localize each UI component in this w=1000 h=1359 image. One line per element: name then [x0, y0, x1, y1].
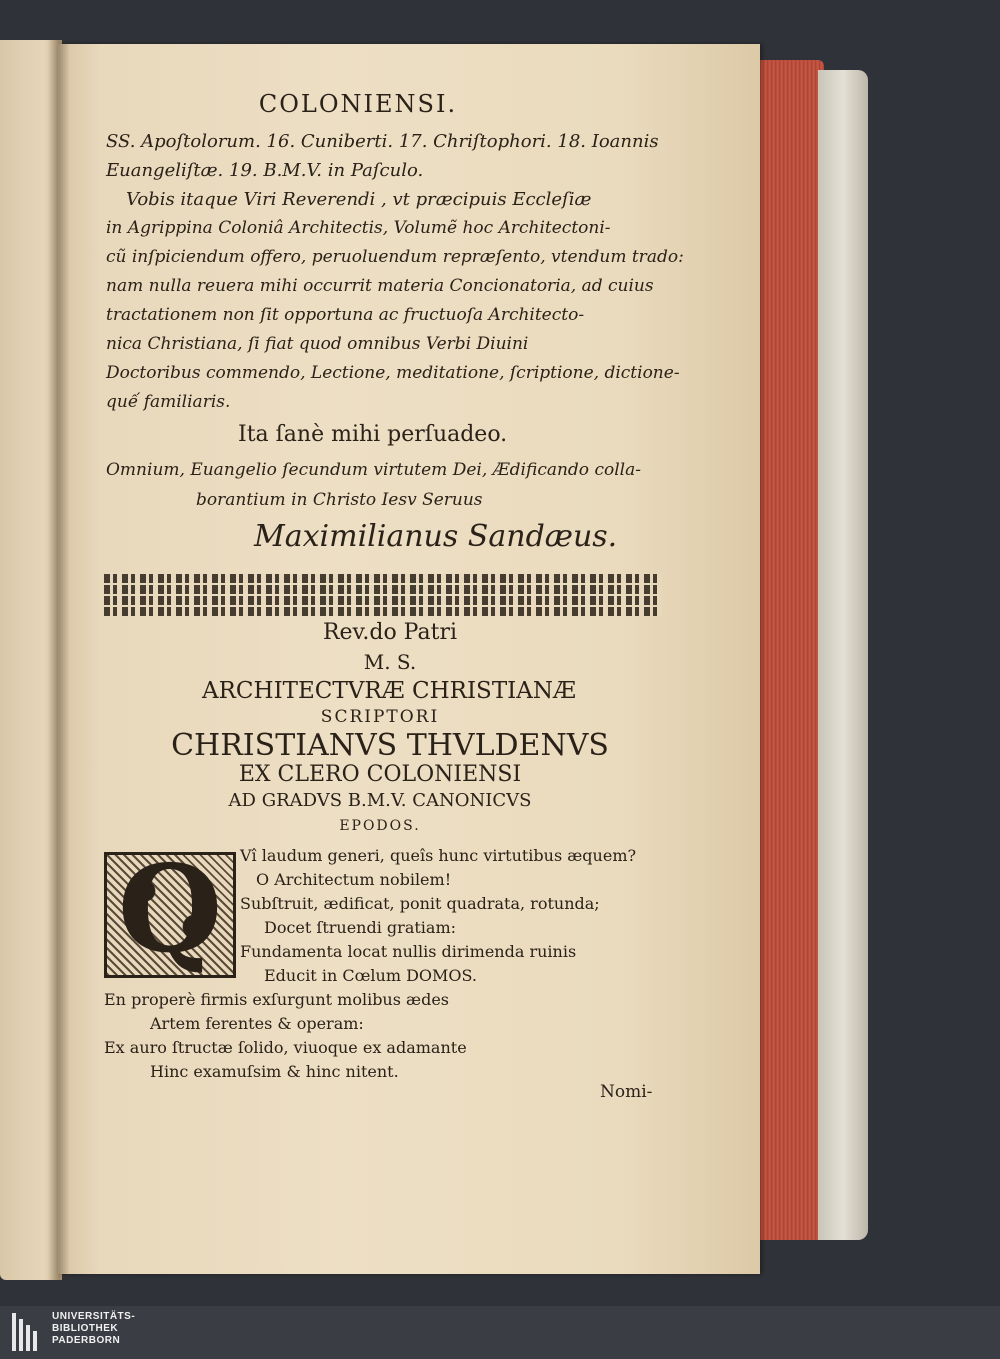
dedication-line-7: AD GRADVS B.M.V. CANONICVS — [228, 790, 532, 811]
dedication-line-6: EX CLERO COLONIENSI — [238, 762, 522, 787]
dedication-line-4: SCRIPTORI — [320, 707, 440, 727]
library-logo-icon — [10, 1311, 44, 1355]
dedication-line-8: EPODOS. — [339, 818, 421, 834]
poem-line-6: Educit in Cœlum DOMOS. — [264, 966, 477, 985]
signoff-line-2: borantium in Christo Iesv Seruus — [196, 490, 483, 510]
poem-line-9: Ex auro ſtructæ ſolido, viuoque ex adamante — [104, 1038, 467, 1057]
text-line-10: quế familiaris. — [106, 392, 231, 412]
text-line-9: Doctoribus commendo, Lectione, meditatione, ſcriptione, dictione- — [106, 363, 680, 383]
poem-line-5: Fundamenta locat nullis dirimenda ruinis — [240, 942, 577, 961]
ornamental-border — [104, 572, 662, 616]
poem-line-3: Subſtruit, ædificat, ponit quadrata, rotunda; — [240, 894, 600, 913]
dedication-line-5: CHRISTIANVS THVLDENVS — [171, 728, 609, 763]
text-line-8: nica Christiana, ſi fiat quod omnibus Verbi Diuini — [106, 334, 529, 354]
library-name-line-3: PADERBORN — [52, 1335, 121, 1346]
running-head: COLONIENSI. — [258, 90, 458, 118]
text-line-3: Vobis itaque Viri Reverendi , vt præcipuis Eccleſiæ — [126, 189, 592, 210]
closing-line: Ita ſanè mihi perſuadeo. — [238, 422, 508, 447]
poem-line-2: O Architectum nobilem! — [256, 870, 452, 889]
text-line-4: in Agrippina Coloniâ Architectis, Volumẽ hoc Architectoni- — [106, 218, 611, 238]
signoff-line-1: Omnium, Euangelio ſecundum virtutem Dei, Ædificando colla- — [106, 460, 641, 480]
dedication-line-3: ARCHITECTVRÆ CHRISTIANÆ — [202, 678, 576, 704]
signature: Maximilianus Sandæus. — [254, 519, 618, 554]
text-line-7: tractationem non ſit opportuna ac fructuoſa Architecto- — [106, 305, 585, 325]
text-line-1: SS. Apoſtolorum. 16. Cuniberti. 17. Chriſtophori. 18. Ioannis — [106, 131, 659, 152]
dedication-line-2: M. S. — [363, 650, 417, 674]
page-edges-red — [752, 60, 824, 1240]
decorated-initial-q — [104, 839, 236, 980]
poem-line-1: Vî laudum generi, queîs hunc virtutibus æquem? — [240, 846, 637, 865]
text-line-6: nam nulla reuera mihi occurrit materia Concionatoria, ad cuius — [106, 276, 654, 296]
dedication-line-1: Rev.do Patri — [322, 620, 458, 645]
catchword: Nomi- — [600, 1082, 653, 1102]
library-name-line-1: UNIVERSITÄTS- — [52, 1311, 136, 1322]
poem-line-7: En properè firmis exſurgunt molibus ædes — [104, 990, 449, 1009]
drop-cap-letter: Q — [117, 839, 223, 980]
book-cover-edge — [818, 70, 868, 1240]
poem-line-10: Hinc examuſsim & hinc nitent. — [150, 1062, 399, 1081]
poem-line-8: Artem ferentes & operam: — [150, 1014, 364, 1033]
book-gutter — [48, 40, 70, 1280]
footer-bar — [0, 1306, 1000, 1359]
text-line-2: Euangeliſtæ. 19. B.M.V. in Paſculo. — [106, 160, 424, 181]
poem-line-4: Docet ſtruendi gratiam: — [264, 918, 457, 937]
library-name-line-2: BIBLIOTHEK — [52, 1323, 119, 1334]
text-line-5: cũ inſpiciendum offero, peruoluendum repræſento, vtendum trado: — [106, 247, 684, 267]
